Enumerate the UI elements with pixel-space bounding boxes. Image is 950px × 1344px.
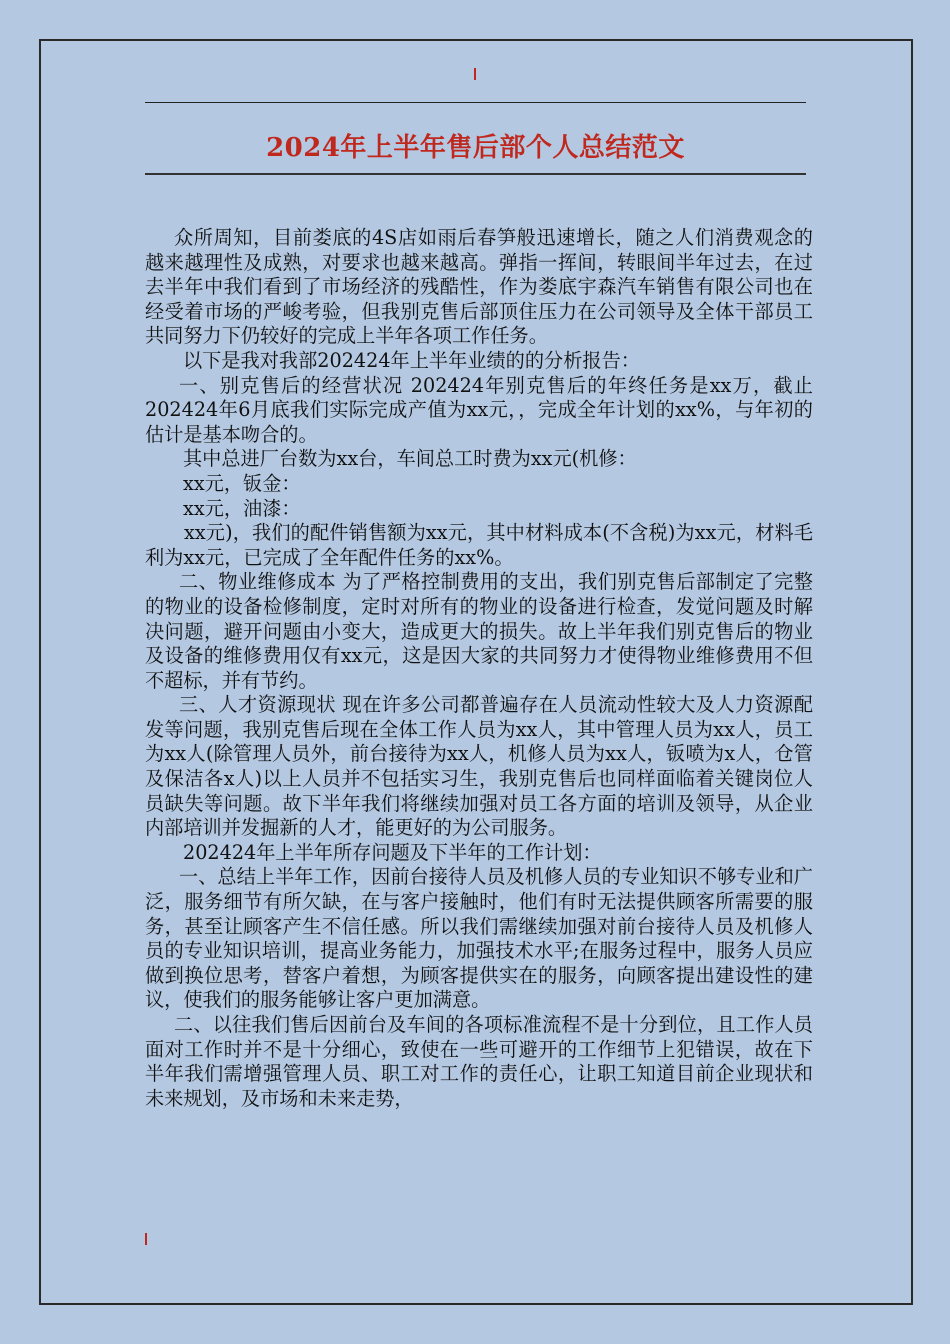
paragraph-report-intro: 以下是我对我部202424年上半年业绩的的分析报告： xyxy=(183,348,640,372)
paragraph-sheet-metal: xx元，钣金： xyxy=(183,471,301,495)
footer-cursor-mark xyxy=(145,1233,147,1245)
title-underline xyxy=(145,173,806,175)
paragraph-workshop-total: 其中总进厂台数为xx台，车间总工时费为xx元(机修： xyxy=(183,447,637,471)
paragraph-plan-one: 一、总结上半年工作，因前台接待人员及机修人员的专业知识不够专业和广泛，服务细节有所欠缺，在与客户接触时，他们有时无法提供顾客所需要的服务，甚至让顾客产生不信任感。所以我们需继续加强对前台接待人员及机修人员的专业知识培训，提高业务能力，加强技术水平;在服务过程中，服务人员应做到换位思考，替客户着想，为顾客提供实在的服务，向顾客提出建设性的建议，使我们的服务能够让客户更加满意。 xyxy=(145,865,813,1012)
paragraph-staffing: 三、人才资源现状 现在许多公司都普遍存在人员流动性较大及人力资源配发等问题，我别克售后现在全体工作人员为xx人，其中管理人员为xx人，员工为xx人(除管理人员外，前台接待为xx人，机修人员为xx人，钣喷为x人，仓管及保洁各x人)以上人员并不包括实习生，我别克售后也同样面临着关键岗位人员缺失等问题。故下半年我们将继续加强对员工各方面的培训及领导，从企业内部培训并发掘新的人才，能更好的为公司服务。 xyxy=(145,693,813,840)
header-rule xyxy=(145,102,806,103)
document-title: 2024年上半年售后部个人总结范文 xyxy=(266,133,685,163)
paragraph-intro: 众所周知，目前娄底的4S店如雨后春笋般迅速增长，随之人们消费观念的越来越理性及成熟，对要求也越来越高。弹指一挥间，转眼间半年过去，在过去半年中我们看到了市场经济的残酷性，作为娄底宇森汽车销售有限公司也在经受着市场的严峻考验，但我别克售后部顶住压力在公司领导及全体干部员工共同努力下仍较好的完成上半年各项工作任务。 xyxy=(145,226,813,348)
header-cursor-mark xyxy=(474,68,476,80)
paragraph-plan-two: 二、以往我们售后因前台及车间的各项标准流程不是十分到位，且工作人员面对工作时并不是十分细心，致使在一些可避开的工作细节上犯错误，故在下半年我们需增强管理人员、职工对工作的责任心，让职工知道目前企业现状和未来规划，及市场和未来走势， xyxy=(145,1013,813,1110)
paragraph-parts-sales: xx元)，我们的配件销售额为xx元，其中材料成本(不含税)为xx元，材料毛利为xx元，已完成了全年配件任务的xx%。 xyxy=(145,521,813,569)
paragraph-paint: xx元，油漆： xyxy=(183,496,301,520)
document-body xyxy=(145,226,813,1111)
paragraph-maintenance-cost: 二、物业维修成本 为了严格控制费用的支出，我们别克售后部制定了完整的物业的设备检修制度，定时对所有的物业的设备进行检查，发觉问题及时解决问题，避开问题由小变大，造成更大的损失。故上半年我们别克售后的物业及设备的维修费用仅有xx元，这是因大家的共同努力才使得物业维修费用不但不超标，并有节约。 xyxy=(145,570,813,692)
paragraph-problems-heading: 202424年上半年所存问题及下半年的工作计划： xyxy=(183,840,602,864)
paragraph-business-status: 一、别克售后的经营状况 202424年别克售后的年终任务是xx万，截止202424年6月底我们实际完成产值为xx元，，完成全年计划的xx%，与年初的估计是基本吻合的。 xyxy=(145,373,813,446)
